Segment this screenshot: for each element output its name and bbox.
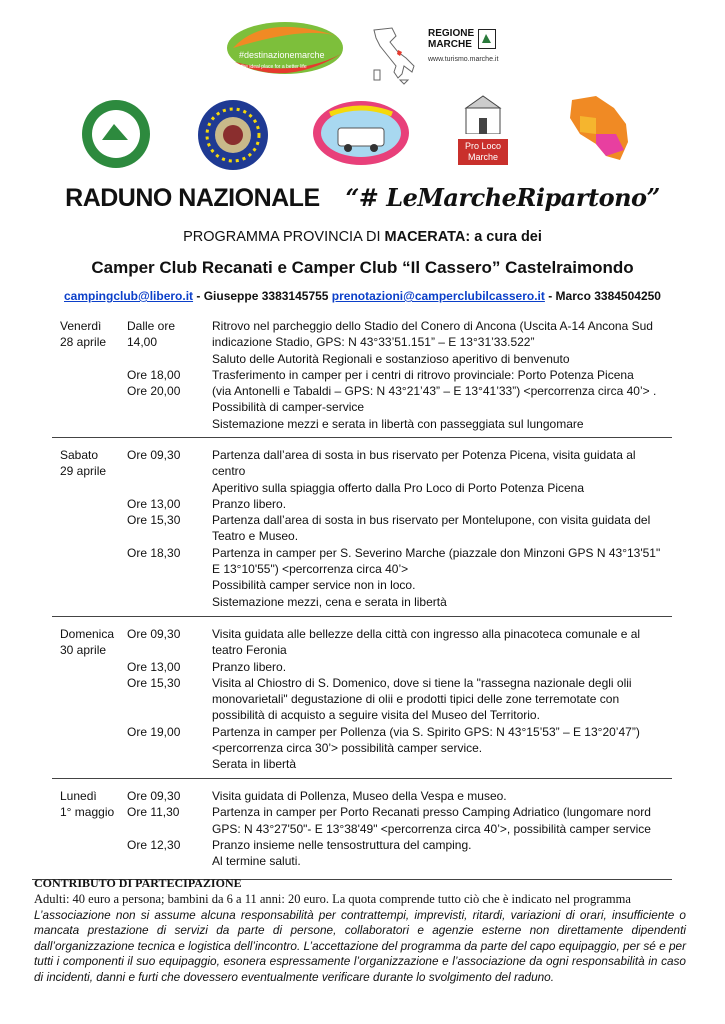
description-line: Trasferimento in camper per i centri di ritrovo provinciale: Porto Potenza Picena bbox=[212, 367, 634, 382]
regione-marche-logo bbox=[428, 28, 498, 63]
description-line: Visita guidata di Pollenza, Museo della Vespa e museo. bbox=[212, 789, 507, 803]
schedule-row bbox=[52, 675, 672, 724]
row-time: Ore 15,30 bbox=[127, 675, 181, 690]
description-line: Partenza dall’area di sosta in bus riservato per Montelupone, con visita guidata del bbox=[212, 513, 651, 528]
sponsor-logos-row bbox=[0, 90, 725, 170]
row-time: Ore 18,30 bbox=[127, 545, 181, 560]
schedule-row bbox=[52, 545, 672, 610]
row-description bbox=[212, 788, 674, 804]
day-date: 30 aprile bbox=[60, 643, 107, 658]
description-line: possibilità di acquisto a seguire visita del Museo del Territorio. bbox=[212, 708, 540, 723]
pro-loco-logo bbox=[458, 94, 508, 164]
row-time: Ore 11,30 bbox=[127, 805, 180, 820]
description-line: Sistemazione mezzi, cena e serata in libertà bbox=[212, 594, 447, 609]
row-time: Ore 18,00 bbox=[127, 367, 181, 382]
description-line: centro bbox=[212, 464, 246, 479]
marche-map-icon bbox=[566, 94, 632, 166]
description-line: Visita al Chiostro di S. Domenico, dove si tiene la "rassegna nazionale degli olii bbox=[212, 675, 632, 690]
row-time: Ore 09,30 bbox=[127, 789, 181, 803]
row-time: Ore 19,00 bbox=[127, 724, 181, 739]
description-line: E 13°10'55") <percorrenza circa 40’> bbox=[212, 562, 409, 577]
description-line: (via Antonelli e Tabaldi – GPS: N 43°21’43” – E 13°41’33”) <percorrenza circa 40’> . bbox=[212, 384, 657, 399]
row-time: Dalle ore 14,00 bbox=[127, 319, 176, 350]
row-description bbox=[212, 837, 674, 870]
schedule-row bbox=[52, 788, 672, 804]
page-title bbox=[0, 183, 725, 213]
description-line: Pranzo libero. bbox=[212, 496, 287, 511]
schedule-row bbox=[52, 837, 672, 870]
description-line: teatro Feronia bbox=[212, 643, 287, 658]
schedule-row bbox=[52, 512, 672, 545]
banner-tagline: the ideal place for a better life bbox=[241, 64, 307, 70]
row-description bbox=[212, 447, 674, 496]
organizers: Camper Club Recanati e Camper Club “Il Cassero” Castelraimondo bbox=[91, 258, 634, 277]
schedule-row bbox=[52, 367, 672, 383]
contributo-title: CONTRIBUTO DI PARTECIPAZIONE bbox=[34, 876, 242, 890]
row-description bbox=[212, 659, 674, 675]
subtitle-bold: MACERATA: a cura dei bbox=[384, 229, 542, 245]
email-link-1[interactable]: campingclub@libero.it bbox=[64, 289, 194, 303]
row-description bbox=[212, 545, 674, 610]
eu-emblem-logo bbox=[196, 98, 270, 172]
day-date: 28 aprile bbox=[60, 335, 107, 350]
row-time: Ore 13,00 bbox=[127, 659, 181, 674]
regione-emblem-icon bbox=[478, 29, 496, 49]
schedule-row bbox=[52, 626, 672, 659]
description-line: Partenza in camper per Pollenza (via S. Spirito GPS: N 43°15’53” – E 13°20’47”) bbox=[212, 724, 640, 739]
row-description bbox=[212, 512, 674, 545]
title-main: RADUNO NAZIONALE bbox=[65, 184, 320, 212]
row-time: Ore 15,30 bbox=[127, 513, 181, 528]
church-icon bbox=[458, 94, 508, 134]
contributo-text: Adulti: 40 euro a persona; bambini da 6 a 11 anni: 20 euro. La quota comprende tutto ciò che è indicato nel programma bbox=[34, 892, 631, 906]
day-date: 29 aprile bbox=[60, 464, 107, 479]
proloco-line1: Pro Loco bbox=[464, 141, 502, 151]
description-line: Pranzo insieme nelle tensostruttura del camping. bbox=[212, 837, 472, 852]
row-time: Ore 13,00 bbox=[127, 496, 181, 511]
schedule-row bbox=[52, 383, 672, 432]
description-line: Partenza in camper per S. Severino Marche (piazzale don Minzoni GPS N 43°13'51" bbox=[212, 545, 661, 560]
row-description bbox=[212, 318, 674, 367]
row-description bbox=[212, 383, 674, 432]
schedule-row bbox=[52, 659, 672, 675]
italy-map-icon bbox=[368, 26, 420, 86]
banner-text: #destinazionemarche bbox=[239, 50, 325, 60]
program-subtitle bbox=[0, 229, 725, 245]
email-link-2[interactable]: prenotazioni@camperclubilcassero.it bbox=[331, 289, 545, 303]
description-line: Sistemazione mezzi e serata in libertà con passeggiata sul lungomare bbox=[212, 416, 584, 431]
row-description bbox=[212, 804, 674, 837]
contact-person-1: - Giuseppe 3383145755 bbox=[193, 289, 332, 303]
disclaimer: L’associazione non si assume alcuna responsabilità per contrattempi, imprevisti, ritardi, variazioni di orari, insufficiente o mancata prestazione di servizi da parte di persone, collaboratori e agenzie esterne non direttamente dipendenti dall’organizzazione tecnica e logistica dell’incontro. L’accettazione del programma da parte del capo equipaggio, per sé e per tutti i componenti il suo equipaggio, esonera espressamente l’organizzazione e l’associazione da ogni responsabilità in caso di incidenti, danni e furti che dovessero eventualmente verificare durante lo svolgimento del raduno. bbox=[34, 908, 686, 984]
row-time: Ore 09,30 bbox=[127, 627, 181, 641]
row-description bbox=[212, 496, 674, 512]
day-name: Sabato bbox=[60, 448, 99, 462]
destinazione-marche-logo bbox=[225, 18, 345, 84]
row-time: Ore 12,30 bbox=[127, 837, 181, 852]
description-line: Visita guidata alle bellezze della città con ingresso alla pinacoteca comunale e al bbox=[212, 627, 641, 641]
schedule-row bbox=[52, 804, 672, 837]
day-block bbox=[52, 788, 672, 869]
description-line: Possibilità camper service non in loco. bbox=[212, 578, 416, 593]
description-line: Teatro e Museo. bbox=[212, 529, 299, 544]
description-line: Aperitivo sulla spiaggia offerto dalla Pro Loco di Porto Potenza Picena bbox=[212, 480, 585, 495]
contact-person-2: - Marco 3384504250 bbox=[544, 289, 661, 303]
day-divider bbox=[52, 778, 672, 779]
schedule-row bbox=[52, 447, 672, 496]
row-time: Ore 09,30 bbox=[127, 448, 181, 462]
description-line: Serata in libertà bbox=[212, 757, 297, 772]
regione-line2: MARCHE bbox=[428, 39, 472, 50]
contacts-line bbox=[0, 289, 725, 303]
description-line: Partenza dall’area di sosta in bus riservato per Potenza Picena, visita guidata al bbox=[212, 448, 636, 462]
row-description bbox=[212, 626, 674, 659]
day-divider bbox=[52, 616, 672, 617]
regione-url: www.turismo.marche.it bbox=[428, 56, 499, 63]
description-line: Al termine saluti. bbox=[212, 854, 301, 869]
day-name: Domenica bbox=[60, 627, 115, 641]
day-name: Lunedì bbox=[60, 789, 97, 803]
camper-club-logo bbox=[312, 100, 410, 166]
row-description bbox=[212, 724, 674, 773]
day-block bbox=[52, 447, 672, 610]
description-line: indicazione Stadio, GPS: N 43°33’51.151” – E 13°31’33.522” bbox=[212, 335, 535, 350]
schedule-row bbox=[52, 318, 672, 367]
day-block bbox=[52, 626, 672, 773]
club-badge-logo bbox=[80, 98, 152, 170]
schedule-row bbox=[52, 724, 672, 773]
description-line: Saluto delle Autorità Regionali e sostanzioso aperitivo di benvenuto bbox=[212, 351, 570, 366]
row-description bbox=[212, 675, 674, 724]
description-line: Ritrovo nel parcheggio dello Stadio del Conero di Ancona (Uscita A-14 Ancona Sud bbox=[212, 319, 653, 333]
day-divider bbox=[52, 437, 672, 438]
regione-line1: REGIONE bbox=[428, 28, 475, 39]
title-hashtag: “# LeMarcheRipartono” bbox=[345, 183, 660, 212]
row-time: Ore 20,00 bbox=[127, 384, 181, 399]
day-date: 1° maggio bbox=[60, 805, 115, 820]
description-line: Partenza in camper per Porto Recanati presso Camping Adriatico (lungomare nord bbox=[212, 805, 651, 820]
day-name: Venerdì bbox=[60, 319, 102, 333]
day-block bbox=[52, 318, 672, 432]
proloco-line2: Marche bbox=[467, 152, 498, 162]
description-line: <percorrenza circa 30’> possibilità camper service. bbox=[212, 741, 483, 756]
subtitle-pre: PROGRAMMA PROVINCIA DI bbox=[183, 229, 381, 245]
description-line: Possibilità di camper-service bbox=[212, 400, 365, 415]
row-description bbox=[212, 367, 674, 383]
schedule-row bbox=[52, 496, 672, 512]
description-line: monovarietali" degustazione di olii e prodotti tipici delle zone terremotate con bbox=[212, 692, 620, 707]
description-line: GPS: N 43°27'50"- E 13°38'49" <percorrenza circa 40’>, possibilità camper service bbox=[212, 821, 651, 836]
description-line: Pranzo libero. bbox=[212, 659, 287, 674]
